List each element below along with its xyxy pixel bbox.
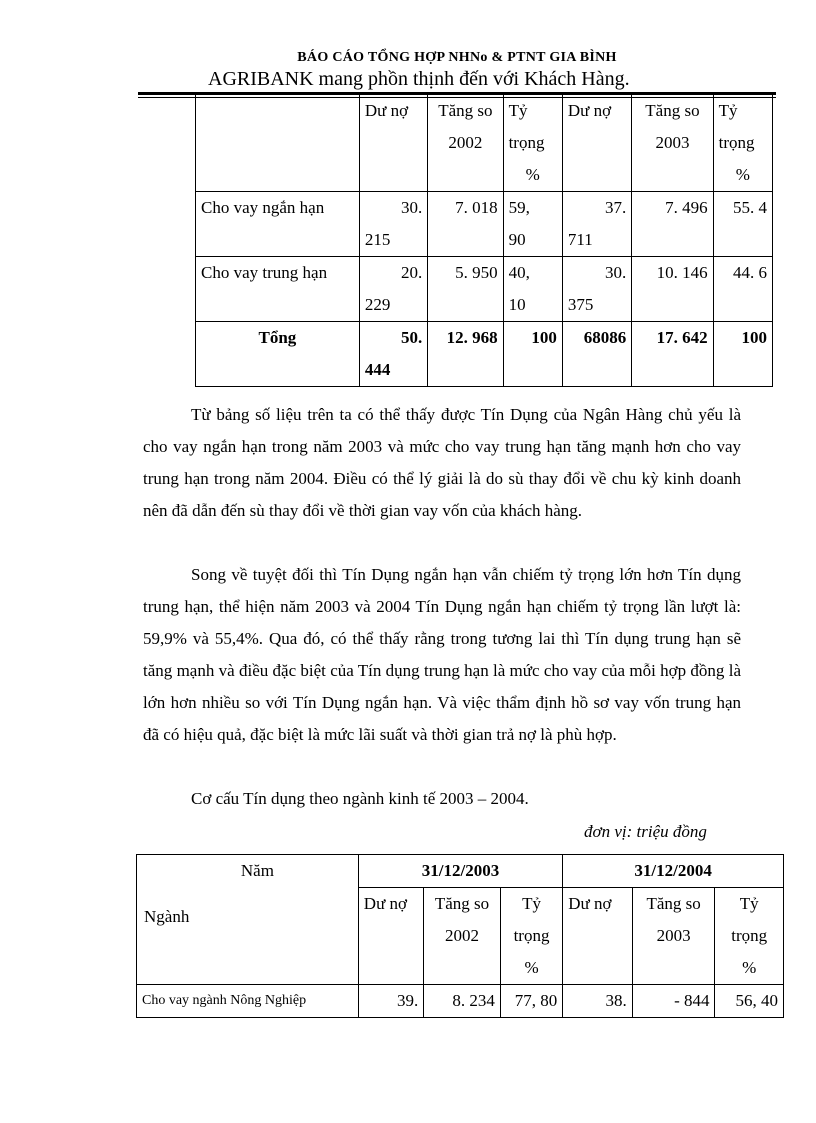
table-row (196, 257, 773, 322)
table-total-row (196, 322, 773, 387)
report-title: BÁO CÁO TỔNG HỢP NHNo & PTNT GIA BÌNH (297, 50, 617, 65)
header-date-2003: 31/12/2003 (358, 855, 562, 888)
row-label-total: Tổng (196, 322, 360, 387)
paragraph-3: Cơ cấu Tín dụng theo ngành kinh tế 2003 – 2004. (191, 789, 529, 808)
cell-tang-so: 8. 234 (424, 985, 501, 1018)
table-header-row (196, 95, 773, 192)
cell-du-no-2-total: 68086 (562, 322, 631, 387)
header-tang-so-1: Tăng so 2002 (424, 888, 501, 985)
header-du-no-2003: Dư nợ (359, 95, 427, 192)
header-tang-so-2: Tăng so 2003 (632, 888, 715, 985)
header-du-no-2004: Dư nợ (562, 95, 631, 192)
table-row (137, 985, 784, 1018)
cell-ty-trong: 40, 10 (503, 257, 562, 322)
header-ty-trong-1: Tỷ trọng % (500, 888, 562, 985)
paragraph-2: Song về tuyệt đối thì Tín Dụng ngắn hạn vẫn chiếm tỷ trọng lớn hơn Tín dụng trung hạn, thể hiện năm 2003 và 2004 Tín Dụng ngắn hạn chiếm tỷ trọng lần lượt là: 59,9% và 55,4%. Qua đó, có thể thấy rằng trong tương lai thì Tín dụng trung hạn sẽ tăng mạnh và điều đặc biệt của Tín dụng trung hạn là mức cho vay của mỗi hợp đồng là lớn hơn nhiều so với Tín Dụng ngắn hạn. Và việc thẩm định hồ sơ vay vốn trung hạn đã có hiệu quả, đặc biệt là mức lãi suất và thời gian trả nợ là phù hợp. (143, 565, 741, 744)
page-header (138, 48, 776, 90)
unit-label: đơn vị: triệu đồng (584, 822, 707, 841)
cell-tang-so-2: 7. 496 (632, 192, 713, 257)
header-nam-nganh: Năm Ngành (137, 855, 359, 985)
cell-ty-trong-total: 100 (503, 322, 562, 387)
sector-credit-table (136, 854, 784, 1018)
cell-du-no-2: 30. 375 (562, 257, 631, 322)
header-date-2004: 31/12/2004 (563, 855, 784, 888)
table-row (196, 192, 773, 257)
cell-ty-trong-2: 55. 4 (713, 192, 772, 257)
header-ty-trong-2: Tỷ trọng % (715, 888, 784, 985)
cell-tang-so-2: - 844 (632, 985, 715, 1018)
cell-ty-trong-2: 44. 6 (713, 257, 772, 322)
header-tang-so-2003: Tăng so 2003 (632, 95, 713, 192)
cell-tang-so-2-total: 17. 642 (632, 322, 713, 387)
cell-du-no: 39. (358, 985, 423, 1018)
cell-tang-so-total: 12. 968 (428, 322, 503, 387)
row-label: Cho vay ngắn hạn (196, 192, 360, 257)
cell-ty-trong-2-total: 100 (713, 322, 772, 387)
cell-du-no-2: 37. 711 (562, 192, 631, 257)
header-du-no-2: Dư nợ (563, 888, 633, 985)
cell-du-no: 30. 215 (359, 192, 427, 257)
paragraph-1: Từ bảng số liệu trên ta có thể thấy được Tín Dụng của Ngân Hàng chủ yếu là cho vay ngắn hạn trong năm 2003 và mức cho vay trung hạn tăng mạnh hơn cho vay trung hạn trong năm 2004. Điều có thể lý giải là do sù thay đổi về chu kỳ kinh doanh nên đã dẫn đến sù thay đổi về thời gian vay vốn của khách hàng. (143, 405, 741, 520)
cell-ty-trong-2: 56, 40 (715, 985, 784, 1018)
row-label: Cho vay trung hạn (196, 257, 360, 322)
agribank-slogan: AGRIBANK mang phồn thịnh đến với Khách Hàng. (208, 68, 630, 90)
table-header-row (137, 855, 784, 888)
cell-du-no: 20. 229 (359, 257, 427, 322)
cell-du-no-2: 38. (563, 985, 633, 1018)
cell-tang-so: 7. 018 (428, 192, 503, 257)
header-ty-trong-2004: Tỷ trọng % (713, 95, 772, 192)
cell-tang-so: 5. 950 (428, 257, 503, 322)
header-du-no-1: Dư nợ (358, 888, 423, 985)
cell-ty-trong: 77, 80 (500, 985, 562, 1018)
header-tang-so-2002: Tăng so 2002 (428, 95, 503, 192)
header-ty-trong-2003: Tỷ trọng % (503, 95, 562, 192)
cell-ty-trong: 59, 90 (503, 192, 562, 257)
cell-tang-so-2: 10. 146 (632, 257, 713, 322)
cell-du-no-total: 50. 444 (359, 322, 427, 387)
empty-header-cell (196, 95, 360, 192)
row-label: Cho vay ngành Nông Nghiệp (137, 985, 359, 1018)
loan-term-table (195, 94, 773, 387)
